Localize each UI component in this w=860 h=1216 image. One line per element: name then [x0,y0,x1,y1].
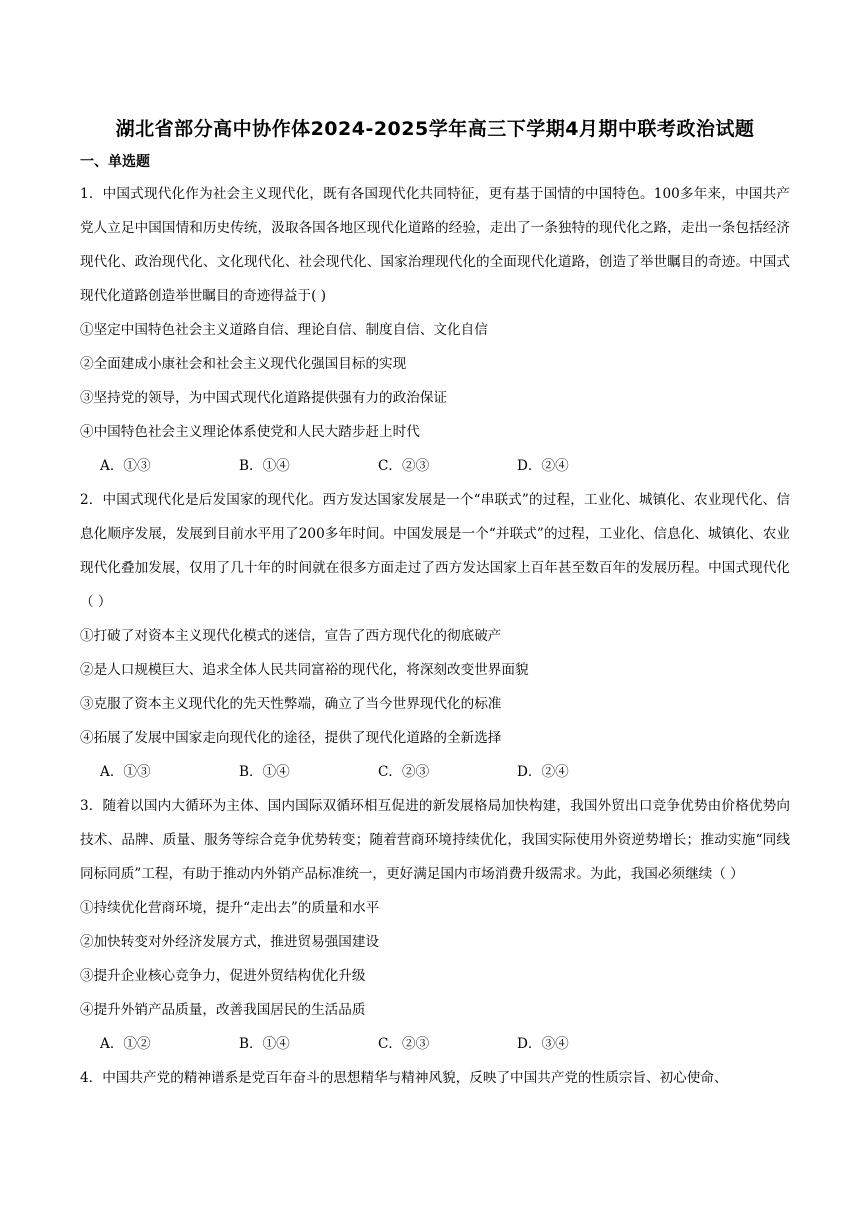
statement-option: ③克服了资本主义现代化的先天性弊端，确立了当今世界现代化的标准 [80,696,502,712]
choice-b[interactable]: B．①④ [239,1036,290,1052]
statement-option: ①打破了对资本主义现代化模式的迷信，宣告了西方现代化的彻底破产 [80,628,502,644]
question-3 [80,789,790,1061]
choice-d[interactable]: D．③④ [517,1036,569,1052]
question-stem: 2．中国式现代化是后发国家的现代化。西方发达国家发展是一个“串联式”的过程，工业化、城镇化、农业现代化、信息化顺序发展，发展到目前水平用了200多年时间。中国发展是一个“并联式”的过程，工业化、信息化、城镇化、农业现代化叠加发展，仅用了几十年的时间就在很多方面走过了西方发达国家上百年甚至数百年的发展历程。中国式现代化（ ） [80,492,790,610]
choice-c[interactable]: C．②③ [378,1036,430,1052]
choice-b[interactable]: B．①④ [239,764,290,780]
statement-option: ④提升外销产品质量，改善我国居民的生活品质 [80,1002,366,1018]
choice-d[interactable]: D．②④ [517,764,569,780]
choice-c[interactable]: C．②③ [378,458,430,474]
statement-option: ①坚定中国特色社会主义道路自信、理论自信、制度自信、文化自信 [80,322,488,338]
statement-option: ③坚持党的领导，为中国式现代化道路提供强有力的政治保证 [80,390,448,406]
statement-option: ②是人口规模巨大、追求全体人民共同富裕的现代化，将深刻改变世界面貌 [80,662,529,678]
choice-a[interactable]: A．①② [100,1036,151,1052]
statement-option: ①持续优化营商环境，提升“走出去”的质量和水平 [80,900,380,916]
answer-choices [80,755,790,789]
choice-a[interactable]: A．①③ [100,764,151,780]
answer-choices [80,1027,790,1061]
statement-option: ④拓展了发展中国家走向现代化的途径，提供了现代化道路的全新选择 [80,730,502,746]
choice-c[interactable]: C．②③ [378,764,430,780]
statement-option: ②全面建成小康社会和社会主义现代化强国目标的实现 [80,356,407,372]
choice-d[interactable]: D．②④ [517,458,569,474]
question-stem: 3．随着以国内大循环为主体、国内国际双循环相互促进的新发展格局加快构建，我国外贸出口竞争优势由价格优势向技术、品牌、质量、服务等综合竞争优势转变；随着营商环境持续优化，我国实际使用外资逆势增长；推动实施“同线同标同质”工程，有助于推动内外销产品标准统一，更好满足国内市场消费升级需求。为此，我国必须继续（ ） [80,798,790,882]
choice-a[interactable]: A．①③ [100,458,151,474]
question-stem: 1．中国式现代化作为社会主义现代化，既有各国现代化共同特征，更有基于国情的中国特色。100多年来，中国共产党人立足中国国情和历史传统，汲取各国各地区现代化道路的经验，走出了一条独特的现代化之路，走出一条包括经济现代化、政治现代化、文化现代化、社会现代化、国家治理现代化的全面现代化道路，创造了举世瞩目的奇迹。中国式现代化道路创造举世瞩目的奇迹得益于( ) [80,186,790,304]
answer-choices [80,449,790,483]
question-4 [80,1061,790,1095]
document-title: 湖北省部分高中协作体2024-2025学年高三下学期4月期中联考政治试题 [115,118,755,140]
question-2 [80,483,790,789]
statement-option: ③提升企业核心竞争力，促进外贸结构优化升级 [80,968,366,984]
statement-option: ④中国特色社会主义理论体系使党和人民大踏步赶上时代 [80,424,420,440]
question-stem: 4．中国共产党的精神谱系是党百年奋斗的思想精华与精神风貌，反映了中国共产党的性质宗旨、初心使命、 [80,1070,728,1086]
statement-option: ②加快转变对外经济发展方式，推进贸易强国建设 [80,934,380,950]
section-heading: 一、单选题 [80,154,150,170]
choice-b[interactable]: B．①④ [239,458,290,474]
question-1 [80,177,790,483]
